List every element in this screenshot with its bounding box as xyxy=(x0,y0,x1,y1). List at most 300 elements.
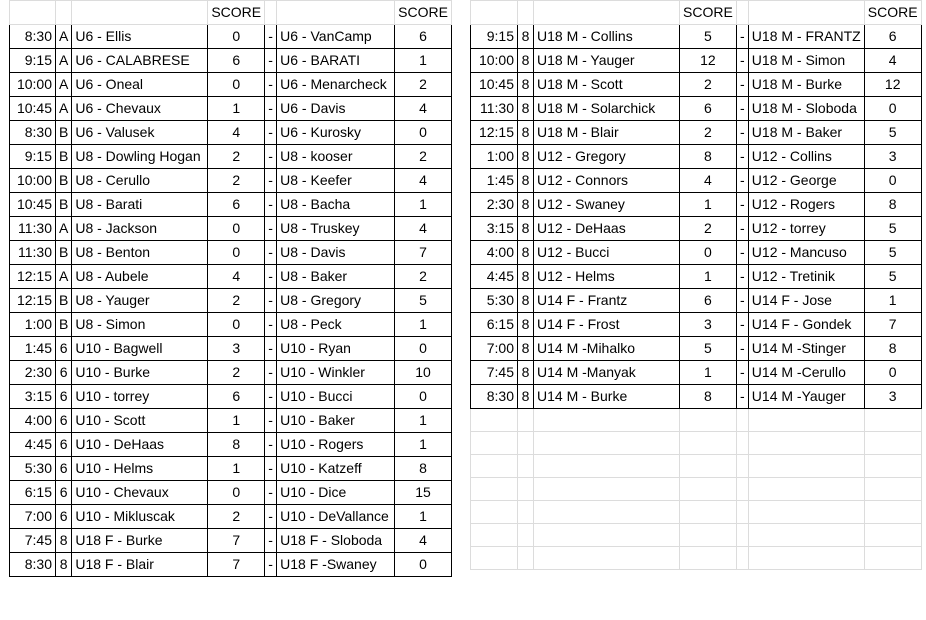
versus-separator[interactable]: - xyxy=(265,49,277,73)
away-score[interactable]: 5 xyxy=(864,241,921,265)
home-score[interactable]: 0 xyxy=(208,73,265,97)
empty-cell[interactable] xyxy=(534,409,680,432)
game-time[interactable]: 10:45 xyxy=(10,193,56,217)
field-code[interactable]: 8 xyxy=(518,169,534,193)
field-code[interactable]: A xyxy=(56,49,72,73)
field-code[interactable]: 8 xyxy=(518,217,534,241)
field-code[interactable]: 8 xyxy=(518,25,534,49)
game-time[interactable]: 11:30 xyxy=(10,217,56,241)
empty-cell[interactable] xyxy=(680,501,737,524)
game-time[interactable]: 7:00 xyxy=(10,505,56,529)
empty-cell[interactable] xyxy=(471,409,518,432)
game-time[interactable]: 12:15 xyxy=(10,289,56,313)
versus-separator[interactable]: - xyxy=(265,73,277,97)
home-team[interactable]: U8 - Dowling Hogan xyxy=(72,145,208,169)
game-time[interactable]: 4:45 xyxy=(10,433,56,457)
versus-separator[interactable]: - xyxy=(736,337,748,361)
home-team[interactable]: U12 - Connors xyxy=(534,169,680,193)
empty-cell[interactable] xyxy=(534,524,680,547)
field-code[interactable]: 8 xyxy=(518,145,534,169)
home-team[interactable]: U18 M - Blair xyxy=(534,121,680,145)
away-score[interactable]: 7 xyxy=(395,241,452,265)
away-score[interactable]: 1 xyxy=(395,193,452,217)
empty-cell[interactable] xyxy=(534,501,680,524)
away-score[interactable]: 6 xyxy=(395,25,452,49)
field-code[interactable]: 8 xyxy=(518,337,534,361)
away-score[interactable]: 1 xyxy=(864,289,921,313)
away-team[interactable]: U12 - torrey xyxy=(748,217,864,241)
away-score[interactable]: 2 xyxy=(395,265,452,289)
versus-separator[interactable]: - xyxy=(265,481,277,505)
away-team[interactable]: U6 - BARATI xyxy=(277,49,395,73)
home-team[interactable]: U6 - Ellis xyxy=(72,25,208,49)
home-score[interactable]: 2 xyxy=(208,361,265,385)
field-code[interactable]: 6 xyxy=(56,385,72,409)
field-code[interactable]: A xyxy=(56,265,72,289)
empty-cell[interactable] xyxy=(471,455,518,478)
versus-separator[interactable]: - xyxy=(265,553,277,577)
away-score[interactable]: 5 xyxy=(864,121,921,145)
field-code[interactable]: 8 xyxy=(518,97,534,121)
empty-cell[interactable] xyxy=(736,524,748,547)
empty-cell[interactable] xyxy=(534,432,680,455)
home-team[interactable]: U12 - Bucci xyxy=(534,241,680,265)
game-time[interactable]: 10:45 xyxy=(10,97,56,121)
versus-separator[interactable]: - xyxy=(265,289,277,313)
empty-cell[interactable] xyxy=(518,432,534,455)
game-time[interactable]: 8:30 xyxy=(10,25,56,49)
game-time[interactable]: 7:45 xyxy=(10,529,56,553)
empty-cell[interactable] xyxy=(471,547,518,570)
home-team[interactable]: U10 - Helms xyxy=(72,457,208,481)
home-team[interactable]: U18 M - Yauger xyxy=(534,49,680,73)
home-score[interactable]: 0 xyxy=(208,313,265,337)
game-time[interactable]: 5:30 xyxy=(471,289,518,313)
game-time[interactable]: 9:15 xyxy=(10,145,56,169)
empty-cell[interactable] xyxy=(864,547,921,570)
versus-separator[interactable]: - xyxy=(265,265,277,289)
versus-separator[interactable]: - xyxy=(736,313,748,337)
home-score[interactable]: 1 xyxy=(680,193,737,217)
away-team[interactable]: U18 M - Simon xyxy=(748,49,864,73)
away-team[interactable]: U14 M -Stinger xyxy=(748,337,864,361)
field-code[interactable]: A xyxy=(56,217,72,241)
versus-separator[interactable]: - xyxy=(265,433,277,457)
empty-cell[interactable] xyxy=(680,409,737,432)
empty-cell[interactable] xyxy=(518,524,534,547)
away-score[interactable]: 8 xyxy=(395,457,452,481)
away-team[interactable]: U10 - Dice xyxy=(277,481,395,505)
field-code[interactable]: B xyxy=(56,145,72,169)
home-team[interactable]: U12 - Swaney xyxy=(534,193,680,217)
empty-cell[interactable] xyxy=(518,478,534,501)
versus-separator[interactable]: - xyxy=(736,97,748,121)
empty-cell[interactable] xyxy=(748,547,864,570)
versus-separator[interactable]: - xyxy=(265,121,277,145)
empty-cell[interactable] xyxy=(471,478,518,501)
away-team[interactable]: U10 - Rogers xyxy=(277,433,395,457)
home-team[interactable]: U12 - Gregory xyxy=(534,145,680,169)
field-code[interactable]: 8 xyxy=(518,241,534,265)
home-team[interactable]: U18 M - Collins xyxy=(534,25,680,49)
field-code[interactable]: 6 xyxy=(56,409,72,433)
versus-separator[interactable]: - xyxy=(736,193,748,217)
field-code[interactable]: 8 xyxy=(56,529,72,553)
away-team[interactable]: U12 - George xyxy=(748,169,864,193)
versus-separator[interactable]: - xyxy=(265,241,277,265)
versus-separator[interactable]: - xyxy=(736,73,748,97)
empty-cell[interactable] xyxy=(864,501,921,524)
empty-cell[interactable] xyxy=(748,455,864,478)
away-score[interactable]: 3 xyxy=(864,385,921,409)
versus-separator[interactable]: - xyxy=(736,265,748,289)
field-code[interactable]: 6 xyxy=(56,337,72,361)
game-time[interactable]: 1:45 xyxy=(10,337,56,361)
versus-separator[interactable]: - xyxy=(265,97,277,121)
away-score[interactable]: 12 xyxy=(864,73,921,97)
away-score[interactable]: 5 xyxy=(864,265,921,289)
away-team[interactable]: U6 - Kurosky xyxy=(277,121,395,145)
home-team[interactable]: U8 - Benton xyxy=(72,241,208,265)
home-team[interactable]: U8 - Yauger xyxy=(72,289,208,313)
empty-cell[interactable] xyxy=(471,501,518,524)
home-score[interactable]: 4 xyxy=(208,121,265,145)
home-team[interactable]: U12 - Helms xyxy=(534,265,680,289)
empty-cell[interactable] xyxy=(534,478,680,501)
away-score[interactable]: 1 xyxy=(395,505,452,529)
home-score[interactable]: 8 xyxy=(680,145,737,169)
away-team[interactable]: U10 - DeVallance xyxy=(277,505,395,529)
away-team[interactable]: U6 - Menarcheck xyxy=(277,73,395,97)
home-team[interactable]: U18 F - Blair xyxy=(72,553,208,577)
away-score[interactable]: 3 xyxy=(864,145,921,169)
home-score[interactable]: 6 xyxy=(680,97,737,121)
game-time[interactable]: 8:30 xyxy=(10,553,56,577)
game-time[interactable]: 11:30 xyxy=(471,97,518,121)
away-team[interactable]: U12 - Tretinik xyxy=(748,265,864,289)
home-team[interactable]: U18 F - Burke xyxy=(72,529,208,553)
empty-cell[interactable] xyxy=(736,432,748,455)
home-team[interactable]: U8 - Simon xyxy=(72,313,208,337)
field-code[interactable]: 6 xyxy=(56,361,72,385)
away-team[interactable]: U14 M -Yauger xyxy=(748,385,864,409)
empty-cell[interactable] xyxy=(736,478,748,501)
game-time[interactable]: 7:45 xyxy=(471,361,518,385)
home-score[interactable]: 2 xyxy=(680,217,737,241)
home-score[interactable]: 1 xyxy=(680,265,737,289)
away-team[interactable]: U14 F - Jose xyxy=(748,289,864,313)
versus-separator[interactable]: - xyxy=(736,289,748,313)
empty-cell[interactable] xyxy=(518,455,534,478)
home-score[interactable]: 4 xyxy=(208,265,265,289)
game-time[interactable]: 4:00 xyxy=(10,409,56,433)
away-score[interactable]: 0 xyxy=(395,385,452,409)
game-time[interactable]: 2:30 xyxy=(471,193,518,217)
empty-cell[interactable] xyxy=(680,547,737,570)
away-score[interactable]: 1 xyxy=(395,409,452,433)
home-team[interactable]: U14 M -Mihalko xyxy=(534,337,680,361)
away-team[interactable]: U10 - Baker xyxy=(277,409,395,433)
home-score[interactable]: 1 xyxy=(208,409,265,433)
away-team[interactable]: U18 F - Sloboda xyxy=(277,529,395,553)
home-score[interactable]: 0 xyxy=(208,217,265,241)
game-time[interactable]: 10:45 xyxy=(471,73,518,97)
game-time[interactable]: 1:00 xyxy=(471,145,518,169)
away-score[interactable]: 4 xyxy=(864,49,921,73)
versus-separator[interactable]: - xyxy=(736,241,748,265)
versus-separator[interactable]: - xyxy=(265,193,277,217)
home-score[interactable]: 2 xyxy=(680,121,737,145)
game-time[interactable]: 11:30 xyxy=(10,241,56,265)
game-time[interactable]: 3:15 xyxy=(471,217,518,241)
field-code[interactable]: 6 xyxy=(56,481,72,505)
home-team[interactable]: U10 - Burke xyxy=(72,361,208,385)
home-score[interactable]: 6 xyxy=(208,385,265,409)
game-time[interactable]: 10:00 xyxy=(10,169,56,193)
home-team[interactable]: U14 M -Manyak xyxy=(534,361,680,385)
home-score[interactable]: 2 xyxy=(208,145,265,169)
away-score[interactable]: 6 xyxy=(864,25,921,49)
away-team[interactable]: U8 - Bacha xyxy=(277,193,395,217)
versus-separator[interactable]: - xyxy=(736,25,748,49)
home-score[interactable]: 2 xyxy=(208,505,265,529)
home-team[interactable]: U8 - Cerullo xyxy=(72,169,208,193)
home-team[interactable]: U8 - Barati xyxy=(72,193,208,217)
field-code[interactable]: 8 xyxy=(518,385,534,409)
home-team[interactable]: U12 - DeHaas xyxy=(534,217,680,241)
away-team[interactable]: U10 - Winkler xyxy=(277,361,395,385)
home-score[interactable]: 6 xyxy=(680,289,737,313)
empty-cell[interactable] xyxy=(680,432,737,455)
away-score[interactable]: 4 xyxy=(395,529,452,553)
away-score[interactable]: 5 xyxy=(395,289,452,313)
away-team[interactable]: U10 - Katzeff xyxy=(277,457,395,481)
game-time[interactable]: 12:15 xyxy=(10,265,56,289)
home-team[interactable]: U10 - DeHaas xyxy=(72,433,208,457)
away-score[interactable]: 0 xyxy=(864,97,921,121)
away-team[interactable]: U12 - Mancuso xyxy=(748,241,864,265)
empty-cell[interactable] xyxy=(471,432,518,455)
versus-separator[interactable]: - xyxy=(265,505,277,529)
game-time[interactable]: 1:00 xyxy=(10,313,56,337)
home-score[interactable]: 6 xyxy=(208,49,265,73)
away-team[interactable]: U12 - Rogers xyxy=(748,193,864,217)
field-code[interactable]: B xyxy=(56,241,72,265)
home-score[interactable]: 7 xyxy=(208,529,265,553)
field-code[interactable]: 8 xyxy=(518,49,534,73)
game-time[interactable]: 12:15 xyxy=(471,121,518,145)
home-team[interactable]: U18 M - Scott xyxy=(534,73,680,97)
away-team[interactable]: U8 - kooser xyxy=(277,145,395,169)
field-code[interactable]: 8 xyxy=(518,121,534,145)
game-time[interactable]: 10:00 xyxy=(10,73,56,97)
home-team[interactable]: U10 - Bagwell xyxy=(72,337,208,361)
empty-cell[interactable] xyxy=(748,478,864,501)
versus-separator[interactable]: - xyxy=(265,457,277,481)
versus-separator[interactable]: - xyxy=(265,169,277,193)
home-score[interactable]: 2 xyxy=(208,169,265,193)
home-score[interactable]: 4 xyxy=(680,169,737,193)
home-team[interactable]: U8 - Aubele xyxy=(72,265,208,289)
away-score[interactable]: 1 xyxy=(395,433,452,457)
home-team[interactable]: U6 - Oneal xyxy=(72,73,208,97)
versus-separator[interactable]: - xyxy=(736,145,748,169)
home-score[interactable]: 3 xyxy=(680,313,737,337)
field-code[interactable]: B xyxy=(56,289,72,313)
home-score[interactable]: 6 xyxy=(208,193,265,217)
home-score[interactable]: 0 xyxy=(680,241,737,265)
away-score[interactable]: 7 xyxy=(864,313,921,337)
empty-cell[interactable] xyxy=(534,455,680,478)
game-time[interactable]: 3:15 xyxy=(10,385,56,409)
away-score[interactable]: 0 xyxy=(864,169,921,193)
versus-separator[interactable]: - xyxy=(736,169,748,193)
home-score[interactable]: 8 xyxy=(680,385,737,409)
away-score[interactable]: 2 xyxy=(395,145,452,169)
field-code[interactable]: 8 xyxy=(518,265,534,289)
away-score[interactable]: 8 xyxy=(864,337,921,361)
away-score[interactable]: 0 xyxy=(395,337,452,361)
field-code[interactable]: B xyxy=(56,193,72,217)
field-code[interactable]: 6 xyxy=(56,457,72,481)
field-code[interactable]: B xyxy=(56,169,72,193)
home-score[interactable]: 1 xyxy=(680,361,737,385)
away-score[interactable]: 10 xyxy=(395,361,452,385)
home-score[interactable]: 7 xyxy=(208,553,265,577)
home-score[interactable]: 0 xyxy=(208,481,265,505)
field-code[interactable]: 8 xyxy=(518,289,534,313)
away-team[interactable]: U8 - Gregory xyxy=(277,289,395,313)
away-score[interactable]: 1 xyxy=(395,313,452,337)
field-code[interactable]: B xyxy=(56,313,72,337)
empty-cell[interactable] xyxy=(864,524,921,547)
field-code[interactable]: 8 xyxy=(518,361,534,385)
home-score[interactable]: 5 xyxy=(680,25,737,49)
field-code[interactable]: A xyxy=(56,25,72,49)
game-time[interactable]: 9:15 xyxy=(471,25,518,49)
home-score[interactable]: 0 xyxy=(208,241,265,265)
empty-cell[interactable] xyxy=(748,409,864,432)
empty-cell[interactable] xyxy=(518,547,534,570)
away-team[interactable]: U18 M - Baker xyxy=(748,121,864,145)
game-time[interactable]: 7:00 xyxy=(471,337,518,361)
away-score[interactable]: 0 xyxy=(864,361,921,385)
home-score[interactable]: 8 xyxy=(208,433,265,457)
empty-cell[interactable] xyxy=(864,409,921,432)
game-time[interactable]: 9:15 xyxy=(10,49,56,73)
versus-separator[interactable]: - xyxy=(265,25,277,49)
game-time[interactable]: 1:45 xyxy=(471,169,518,193)
versus-separator[interactable]: - xyxy=(736,121,748,145)
away-team[interactable]: U14 F - Gondek xyxy=(748,313,864,337)
away-team[interactable]: U18 M - Burke xyxy=(748,73,864,97)
home-team[interactable]: U10 - torrey xyxy=(72,385,208,409)
versus-separator[interactable]: - xyxy=(265,409,277,433)
home-team[interactable]: U8 - Jackson xyxy=(72,217,208,241)
empty-cell[interactable] xyxy=(518,409,534,432)
away-team[interactable]: U18 M - FRANTZ xyxy=(748,25,864,49)
game-time[interactable]: 10:00 xyxy=(471,49,518,73)
away-team[interactable]: U14 M -Cerullo xyxy=(748,361,864,385)
game-time[interactable]: 4:00 xyxy=(471,241,518,265)
empty-cell[interactable] xyxy=(864,478,921,501)
home-team[interactable]: U6 - Valusek xyxy=(72,121,208,145)
home-team[interactable]: U14 F - Frost xyxy=(534,313,680,337)
home-team[interactable]: U18 M - Solarchick xyxy=(534,97,680,121)
away-score[interactable]: 4 xyxy=(395,217,452,241)
away-team[interactable]: U8 - Peck xyxy=(277,313,395,337)
field-code[interactable]: 6 xyxy=(56,505,72,529)
home-team[interactable]: U14 M - Burke xyxy=(534,385,680,409)
home-score[interactable]: 1 xyxy=(208,457,265,481)
empty-cell[interactable] xyxy=(748,432,864,455)
home-score[interactable]: 2 xyxy=(208,289,265,313)
home-team[interactable]: U14 F - Frantz xyxy=(534,289,680,313)
away-team[interactable]: U10 - Bucci xyxy=(277,385,395,409)
empty-cell[interactable] xyxy=(534,547,680,570)
empty-cell[interactable] xyxy=(736,547,748,570)
field-code[interactable]: 6 xyxy=(56,433,72,457)
game-time[interactable]: 5:30 xyxy=(10,457,56,481)
empty-cell[interactable] xyxy=(471,524,518,547)
away-score[interactable]: 5 xyxy=(864,217,921,241)
versus-separator[interactable]: - xyxy=(265,337,277,361)
away-score[interactable]: 15 xyxy=(395,481,452,505)
away-team[interactable]: U6 - VanCamp xyxy=(277,25,395,49)
away-team[interactable]: U18 M - Sloboda xyxy=(748,97,864,121)
home-team[interactable]: U10 - Mikluscak xyxy=(72,505,208,529)
home-score[interactable]: 12 xyxy=(680,49,737,73)
away-score[interactable]: 0 xyxy=(395,553,452,577)
empty-cell[interactable] xyxy=(680,478,737,501)
home-score[interactable]: 1 xyxy=(208,97,265,121)
versus-separator[interactable]: - xyxy=(265,529,277,553)
home-score[interactable]: 5 xyxy=(680,337,737,361)
empty-cell[interactable] xyxy=(736,455,748,478)
away-team[interactable]: U8 - Baker xyxy=(277,265,395,289)
field-code[interactable]: B xyxy=(56,121,72,145)
versus-separator[interactable]: - xyxy=(736,49,748,73)
away-team[interactable]: U8 - Truskey xyxy=(277,217,395,241)
home-team[interactable]: U6 - Chevaux xyxy=(72,97,208,121)
field-code[interactable]: 8 xyxy=(518,73,534,97)
away-score[interactable]: 1 xyxy=(395,49,452,73)
home-score[interactable]: 0 xyxy=(208,25,265,49)
home-team[interactable]: U10 - Scott xyxy=(72,409,208,433)
away-score[interactable]: 4 xyxy=(395,169,452,193)
game-time[interactable]: 6:15 xyxy=(10,481,56,505)
versus-separator[interactable]: - xyxy=(265,385,277,409)
empty-cell[interactable] xyxy=(864,455,921,478)
empty-cell[interactable] xyxy=(736,409,748,432)
away-team[interactable]: U12 - Collins xyxy=(748,145,864,169)
empty-cell[interactable] xyxy=(680,524,737,547)
empty-cell[interactable] xyxy=(518,501,534,524)
game-time[interactable]: 2:30 xyxy=(10,361,56,385)
field-code[interactable]: 8 xyxy=(518,193,534,217)
home-team[interactable]: U6 - CALABRESE xyxy=(72,49,208,73)
versus-separator[interactable]: - xyxy=(265,145,277,169)
field-code[interactable]: 8 xyxy=(518,313,534,337)
field-code[interactable]: A xyxy=(56,73,72,97)
versus-separator[interactable]: - xyxy=(736,217,748,241)
versus-separator[interactable]: - xyxy=(265,313,277,337)
empty-cell[interactable] xyxy=(748,501,864,524)
away-score[interactable]: 4 xyxy=(395,97,452,121)
away-score[interactable]: 8 xyxy=(864,193,921,217)
empty-cell[interactable] xyxy=(736,501,748,524)
away-team[interactable]: U8 - Keefer xyxy=(277,169,395,193)
